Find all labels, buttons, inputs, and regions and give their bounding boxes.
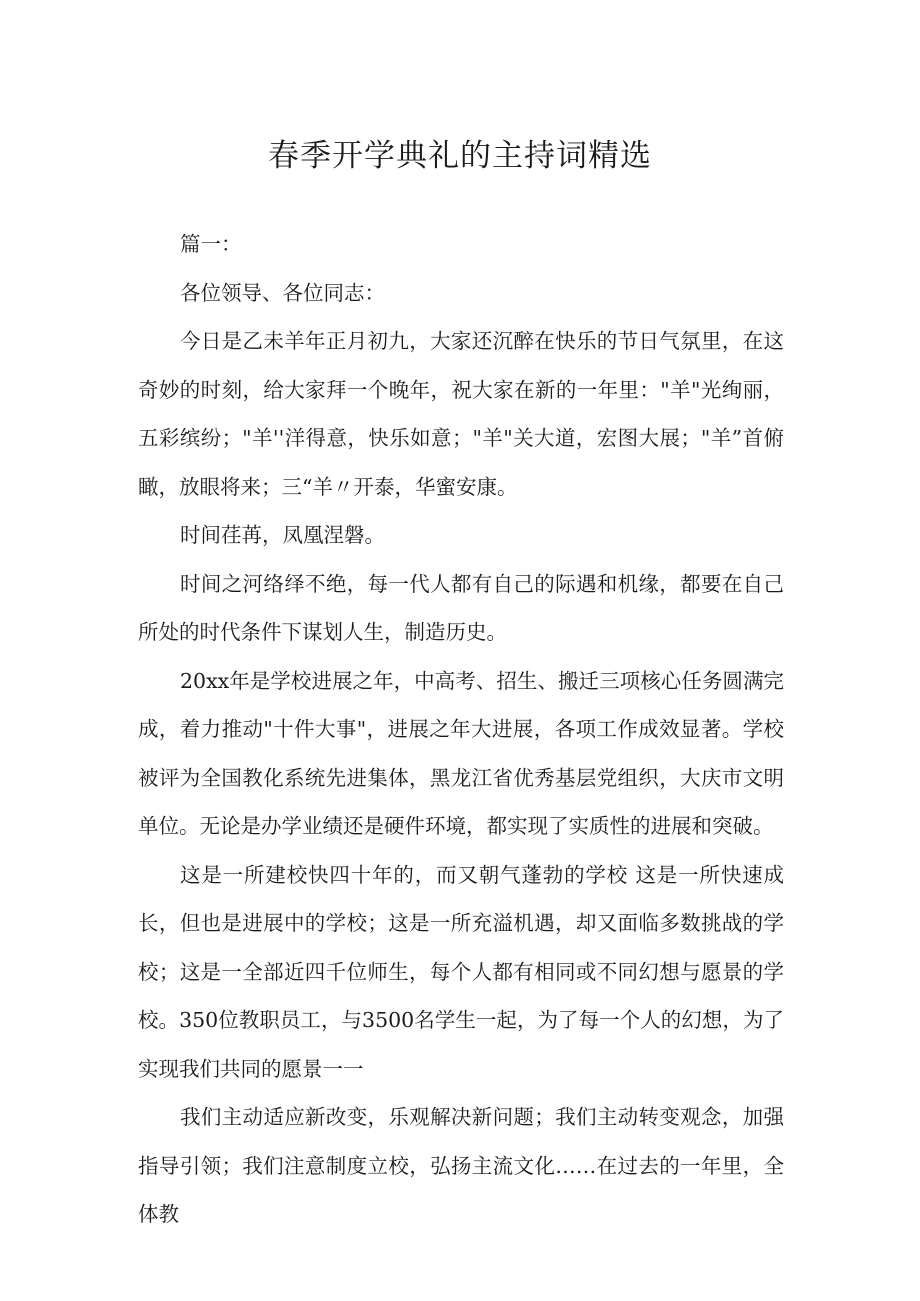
paragraph-school-description: 这是一所建校快四十年的，而又朝气蓬勃的学校 这是一所快速成长，但也是进展中的学校；这是一所充溢机遇，却又面临多数挑战的学校；这是一全部近四千位师生，每个人都有相同或不同幻想与愿景的学校。350位教职员工，与3500名学生一起，为了每一个人的幻想，为了实现我们共同的愿景一一 — [138, 862, 784, 1081]
paragraph-achievements: 20xx年是学校进展之年，中高考、招生、搬迁三项核心任务圆满完成，着力推动"十件大事"，进展之年大进展，各项工作成效显著。学校被评为全国教化系统先进集体，黑龙江省优秀基层党组织，大庆市文明单位。无论是办学业绩还是硬件环境，都实现了实质性的进展和突破。 — [138, 668, 784, 838]
paragraph-actions: 我们主动适应新改变，乐观解决新问题；我们主动转变观念，加强指导引领；我们注意制度立校，弘扬主流文化……在过去的一年里，全体教 — [138, 1105, 784, 1226]
paragraph-greeting: 今日是乙未羊年正月初九，大家还沉醉在快乐的节日气氛里，在这奇妙的时刻，给大家拜一个晚年，祝大家在新的一年里："羊"光绚丽，五彩缤纷；"羊''洋得意，快乐如意；"羊"关大道，宏图大展；"羊”首俯瞰，放眼将来；三“羊〃开泰，华蜜安康。 — [138, 329, 784, 499]
paragraph-time: 时间荏苒，凤凰涅磐。 — [180, 523, 385, 547]
document-body — [138, 220, 784, 1239]
paragraph-section-label: 篇一： — [180, 232, 242, 256]
document-title: 春季开学典礼的主持词精选 — [268, 138, 652, 174]
paragraph-history: 时间之河络绎不绝，每一代人都有自己的际遇和机缘，都要在自己所处的时代条件下谋划人生，制造历史。 — [138, 571, 784, 644]
paragraph-salutation: 各位领导、各位同志： — [180, 280, 385, 305]
